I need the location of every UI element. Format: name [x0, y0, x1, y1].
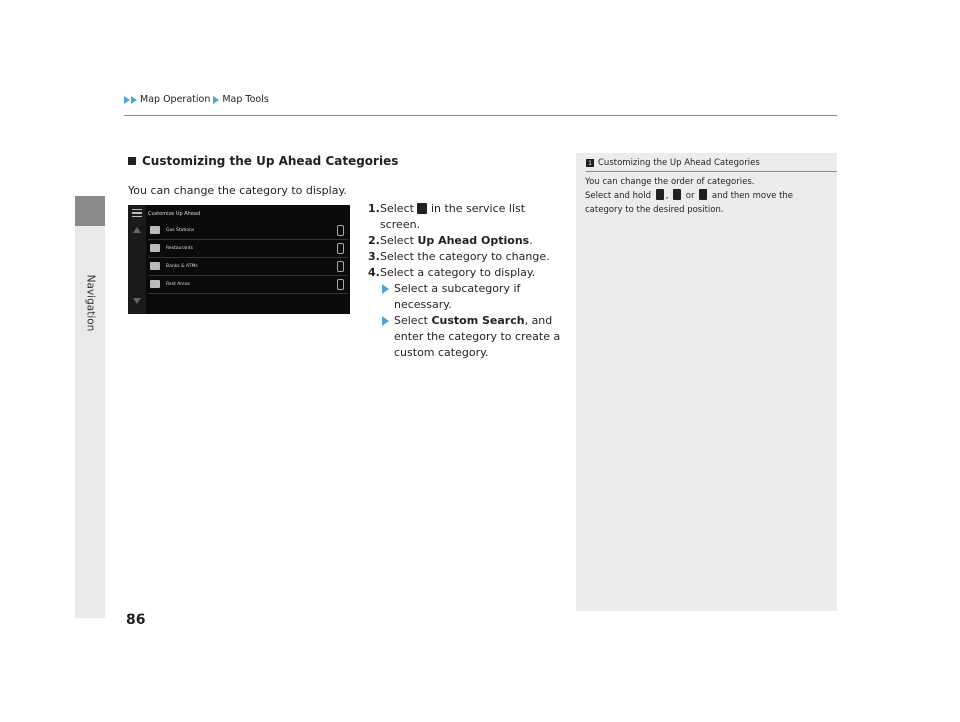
- rest-area-icon: [150, 280, 160, 288]
- note-number-icon: 1: [586, 159, 594, 167]
- screen-left-panel: [128, 205, 146, 314]
- arrow-icon: [382, 284, 389, 294]
- screen-title: Customize Up Ahead: [148, 211, 201, 217]
- list-item-label: Gas Stations: [166, 227, 195, 233]
- step-2: 2. Select Up Ahead Options.: [368, 234, 533, 247]
- screenshot-customize-up-ahead: [128, 205, 350, 314]
- step-4: 4. Select a category to display.: [368, 266, 536, 279]
- list-item-label: Rest Areas: [166, 281, 190, 287]
- scroll-down-icon: [133, 298, 141, 304]
- breadcrumb: [124, 94, 269, 105]
- breadcrumb-item-map-tools[interactable]: Map Tools: [222, 94, 269, 105]
- page-number: 86: [126, 612, 146, 628]
- scroll-up-icon: [133, 227, 141, 233]
- section-tab: [75, 196, 105, 226]
- steps-list: [368, 201, 568, 361]
- note-title: Customizing the Up Ahead Categories: [598, 158, 760, 168]
- intro-text: You can change the category to display.: [128, 184, 347, 197]
- substep-2: Select Custom Search, and enter the category to create a custom category.: [368, 313, 568, 361]
- gas-station-icon: [150, 226, 160, 234]
- move-up-icon: [699, 189, 707, 200]
- breadcrumb-arrow-icon: [213, 96, 219, 104]
- list-item: [148, 221, 348, 240]
- list-item-label: Restaurants: [166, 245, 193, 251]
- move-down-icon: [656, 189, 664, 200]
- restaurant-icon: [150, 244, 160, 252]
- sidebar-label: [76, 258, 104, 348]
- list-item-label: Banks & ATMs: [166, 263, 198, 269]
- menu-icon: [132, 209, 142, 217]
- list-item: [148, 257, 348, 276]
- arrow-icon: [382, 316, 389, 326]
- note-divider: [586, 171, 837, 172]
- substep-1: Select a subcategory if necessary.: [368, 281, 568, 313]
- breadcrumb-item-map-operation[interactable]: Map Operation: [140, 94, 211, 105]
- breadcrumb-arrow-icon: [124, 96, 137, 104]
- note-box: [576, 153, 837, 611]
- sidebar-label-text: Navigation: [84, 274, 97, 332]
- reorder-handle-icon: [337, 279, 344, 290]
- list-item: [148, 239, 348, 258]
- step-3: 3. Select the category to change.: [368, 250, 550, 263]
- note-body: You can change the order of categories. Select and hold , or and then move the category to the desired position.: [585, 177, 794, 215]
- section-title: [128, 154, 398, 168]
- bank-icon: [150, 262, 160, 270]
- list-menu-icon: [417, 203, 427, 214]
- reorder-handle-icon: [337, 243, 344, 254]
- step-1: 1. Select in the service list screen.: [368, 202, 526, 231]
- section-title-text: Customizing the Up Ahead Categories: [142, 154, 399, 168]
- square-bullet-icon: [128, 157, 136, 165]
- list-item: [148, 275, 348, 294]
- reorder-handle-icon: [337, 225, 344, 236]
- note-header: [586, 158, 760, 168]
- reorder-handle-icon: [337, 261, 344, 272]
- header-divider: [124, 115, 837, 116]
- move-up-down-icon: [673, 189, 681, 200]
